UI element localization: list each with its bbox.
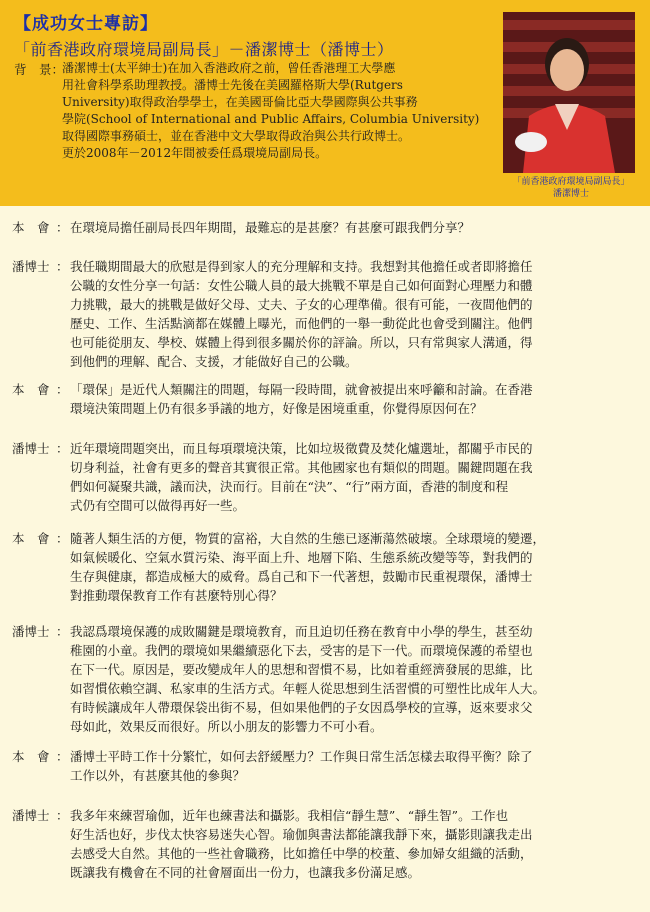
qa-line: 在下一代。原因是，要改變成年人的思想和習慣不易，比如着重經濟發展的思維，比: [70, 662, 533, 677]
colon: ：: [56, 382, 69, 397]
page-title: 【成功女士專訪】: [14, 14, 158, 34]
qa-line: 好生活也好，步伐太快容易迷失心智。瑜伽與書法都能讓我靜下來，攝影則讓我走出: [70, 827, 533, 842]
portrait-illustration: [503, 12, 635, 173]
speaker-label: 本 會: [12, 382, 50, 397]
qa-line: 母如此，效果反而很好。所以小朋友的影響力不可小看。: [70, 719, 383, 734]
qa-line: 到他們的理解、配合、支援，才能做好自己的公職。: [70, 354, 358, 369]
photo-caption-line: 潘潔博士: [552, 189, 589, 199]
qa-line: 去感受大自然。其他的一些社會職務，比如擔任中學的校董、參加婦女組織的活動，: [70, 846, 533, 861]
qa-line: 環境決策問題上仍有很多爭議的地方，好像是困境重重，你覺得原因何在？: [70, 401, 483, 416]
qa-line: 「環保」是近代人類關注的問題，每隔一段時間，就會被提出來呼籲和討論。在香港: [70, 382, 533, 397]
qa-line: 既讓我有機會在不同的社會層面出一份力，也讓我多份滿足感。: [70, 865, 421, 880]
speaker-label: 潘博士: [12, 441, 50, 456]
qa-line: 也可能從朋友、學校、媒體上得到很多關於你的評論。所以，只有常與家人溝通，得: [70, 335, 533, 350]
qa-line: 力挑戰，最大的挑戰是做好父母、丈夫、子女的心理準備。很有可能，一夜間他們的: [70, 297, 533, 312]
qa-text: [70, 439, 638, 515]
qa-line: 切身利益，社會有更多的聲音其實很正常。其他國家也有類似的問題。關鍵問題在我: [70, 460, 533, 475]
qa-text: [70, 622, 638, 736]
qa-line: 對推動環保教育工作有甚麼特別心得？: [70, 588, 283, 603]
qa-line: 稚園的小童。我們的環境如果繼續惡化下去，受害的是下一代。而環境保護的希望也: [70, 643, 533, 658]
speaker-label: 潘博士: [12, 624, 50, 639]
qa-text: [70, 257, 638, 371]
qa-line: 在環境局擔任副局長四年期間，最難忘的是甚麼？有甚麼可跟我們分享？: [70, 220, 471, 235]
colon: ：: [56, 624, 69, 639]
speaker-label: 本 會: [12, 220, 50, 235]
qa-line: 我認爲環境保護的成敗關鍵是環境教育，而且迫切任務在教育中小學的學生，甚至幼: [70, 624, 533, 639]
speaker-label: 潘博士: [12, 259, 50, 274]
qa-line: 潘博士平時工作十分繁忙，如何去舒緩壓力？工作與日常生活怎樣去取得平衡？除了: [70, 749, 533, 764]
qa-text: [70, 218, 638, 237]
speaker-label: 本 會: [12, 531, 50, 546]
background-line: University)取得政治學學士，在美國哥倫比亞大學國際與公共事務: [62, 95, 418, 109]
qa-text: [70, 380, 638, 418]
qa-line: 我多年來練習瑜伽，近年也練書法和攝影。我相信“靜生慧”、“靜生智”。工作也: [70, 808, 509, 823]
qa-line: 隨著人類生活的方便，物質的富裕，大自然的生態已逐漸蕩然破壞。全球環境的變遷，: [70, 531, 546, 546]
qa-line: 們如何凝聚共識，議而決，決而行。目前在“決”、“行”兩方面，香港的制度和程: [70, 479, 509, 494]
qa-line: 有時候讓成年人帶環保袋出街不易，但如果他們的子女因爲學校的宣導，返來要求父: [70, 700, 533, 715]
photo-caption-line: 「前香港政府環境局副局長」: [512, 177, 630, 187]
qa-line: 公職的女性分享一句話：女性公職人員的最大挑戰不單是自己如何面對心理壓力和體: [70, 278, 533, 293]
qa-line: 我任職期間最大的欣慰是得到家人的充分理解和支持。我想對其他擔任或者即將擔任: [70, 259, 533, 274]
colon: ：: [56, 441, 69, 456]
speaker-label: 本 會: [12, 749, 50, 764]
portrait-photo: [503, 12, 635, 173]
qa-line: 式仍有空間可以做得再好一些。: [70, 498, 246, 513]
colon: ：: [56, 259, 69, 274]
qa-text: [70, 747, 638, 785]
speaker-label: 潘博士: [12, 808, 50, 823]
background-line: 取得國際事務碩士，並在香港中文大學取得政治與公共行政博士。: [62, 129, 411, 143]
background-text: [62, 60, 496, 162]
photo-caption: [500, 176, 642, 200]
qa-line: 工作以外，有甚麼其他的參與？: [70, 768, 246, 783]
qa-text: [70, 806, 638, 882]
background-line: 更於2008年－2012年間被委任爲環境局副局長。: [62, 146, 328, 160]
qa-line: 歷史、工作、生活點滴都在媒體上曝光，而他們的一舉一動從此也會受到關注。他們: [70, 316, 533, 331]
colon: ：: [56, 531, 69, 546]
qa-line: 如習慣依賴空調、私家車的生活方式。年輕人從思想到生活習慣的可塑性比成年人大。: [70, 681, 546, 696]
background-line: 潘潔博士(太平紳士)在加入香港政府之前，曾任香港理工大學應: [62, 61, 396, 75]
interview-subtitle: 「前香港政府環境局副局長」－潘潔博士（潘博士）: [14, 40, 394, 59]
colon: ：: [56, 749, 69, 764]
qa-line: 生存與健康，都造成極大的威脅。爲自己和下一代著想，鼓勵市民重視環保，潘博士: [70, 569, 533, 584]
colon: ：: [56, 808, 69, 823]
background-label: 背 景：: [14, 62, 65, 77]
qa-text: [70, 529, 638, 605]
interview-body: [0, 206, 650, 912]
header-banner: [0, 0, 650, 206]
qa-line: 如氣候暖化、空氣水質污染、海平面上升、地層下陷、生態系統改變等等，對我們的: [70, 550, 533, 565]
background-line: 用社會科學系助理教授。潘博士先後在美國羅格斯大學(Rutgers: [62, 78, 403, 92]
qa-line: 近年環境問題突出，而且每項環境決策，比如垃圾徵費及焚化爐選址，都關乎市民的: [70, 441, 533, 456]
background-line: 學院(School of International and Public Affairs, Columbia University): [62, 112, 480, 126]
colon: ：: [56, 220, 69, 235]
